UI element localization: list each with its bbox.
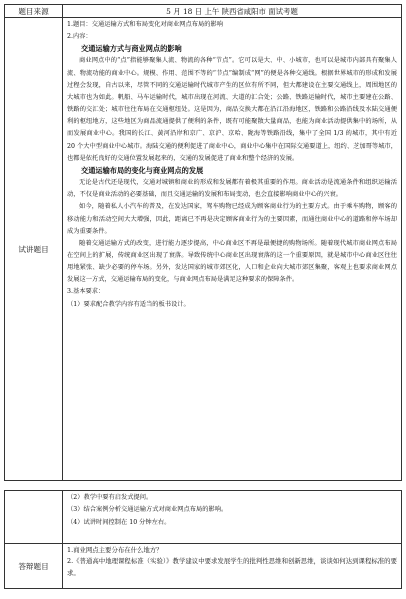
requirement-2: （2）教学中要有启发式提问。 [67, 494, 153, 501]
requirement-4: （4）试讲时间控制在 10 分钟左右。 [67, 518, 171, 526]
lower-table [4, 490, 402, 589]
trial-content [63, 18, 402, 481]
answer-label: 答辩题目 [5, 544, 63, 589]
requirement-1: （1）要求配合教学内容有适当的板书设计。 [67, 300, 190, 308]
answer-content [63, 544, 402, 589]
section2-title: 交通运输布局的变化与商业网点的发展 [81, 165, 204, 175]
trial-content-heading: 2.内容： [67, 33, 92, 41]
requirement-3: （3）结合案例分析交通运输方式对商业网点布局的影响。 [67, 506, 228, 514]
section2-paragraph-1: 无论是古代还是现代，交通对城镇和商业的形成和发展都有着极其重要的作用。商业活动是流通条件和组织运输活动，不仅是商业活动的必要基础，而且交通运输的发展和布局变动，也会直接影响商业中心的兴衰。 [67, 179, 397, 199]
source-value: 5 月 18 日 上午 陕西省咸阳市 面试考题 [63, 5, 402, 18]
trial-topic: 1.题目：交通运输方式和布局变化对商业网点布局的影响 [67, 21, 223, 28]
section2-paragraph-3: 随着交通运输方式的改变，进行能力逐步提高，中心商业区不再是最便捷的购物场所。随着现代城市商业网点布局在空间上的扩展，传统商业区出现了衰落。导致传统中心商业区出现衰落的这一个重要原因，就是城市中心商业区往往用地紧张、缺少必要的停车场。另外，发达国家的城市郊区化，人口和企业向大城市郊区集聚，客观上也要求商业网点发展这一方式，交通运输布局的变化，与商业网点布局是满足这种要求的保障条件。 [67, 239, 397, 284]
answer-question-1: 1.商业网点主要分布在什么地方？ [67, 546, 163, 554]
trial-label: 试讲题目 [5, 18, 63, 481]
section2-paragraph-2: 如今，随着私人小汽车的普及，在发达国家，驾车购物已经成为顾客商业行为的主要方式。由于乘车购物，顾客的移动能力和活动空间大大增强，因此，距离已不再是决定顾客商业行为的主要因素，而通往商业中心的道路和停车场却成为重要条件。 [67, 203, 397, 235]
requirements-continued [63, 491, 402, 544]
section1-title: 交通运输方式与商业网点的影响 [81, 44, 182, 54]
answer-question-2: 2.《普通高中地理课程标准（实验）》教学建议中要求发展学生的批判性思维和创新思维，谈谈如何达到课程标准的要求。 [67, 557, 397, 577]
header-table [4, 4, 402, 481]
source-label: 题目来源 [5, 5, 63, 18]
requirements-title: 3.基本要求： [67, 288, 105, 296]
section1-paragraph: 商业网点中的“点”指能够聚集人流、物流的各种“节点”。它可以是大、中、小城市，也可以是城市内部具有聚集人流、物流功能的商业中心。规模、作用、范围不等的“节点”编制成“网”的便是各种交通线。根据世界城市的形成和发展过程会发现，自古以来，尽管不同的交通运输时代城市产生的区位有所不同，但大都建设在主要交通线上，周围地区的大城市也为如此。帆船、马车运输时代，城市出现在河流、大道的汇合处；公路、铁路运输时代，城市主要建在公路、铁路的交汇处；城市往往布局在交通枢纽处。这是因为，商品交换大都在沿江沿海地区，铁路和公路沿线及水陆交通便利的枢纽地方，这些地区为商品流通提供了便利的条件，既有可能聚散大量商品，也能为商业活动提供集中的场所，从而发展商业中心。我国的长江、黄河沿岸和京广、京沪、京哈、陇海等铁路沿线，集中了全国 1/3 的城市，其中有近 20 个大中型商业中心城市。海陆交通的便利促进了商业中心，商业中心集中在国际交通要道上，纽约、芝加哥等城市，也都是依托良好的交通位置发展起来的，交通的发展促进了商业和整个经济的发展。 [67, 57, 397, 162]
trial-label-continued [5, 491, 63, 544]
